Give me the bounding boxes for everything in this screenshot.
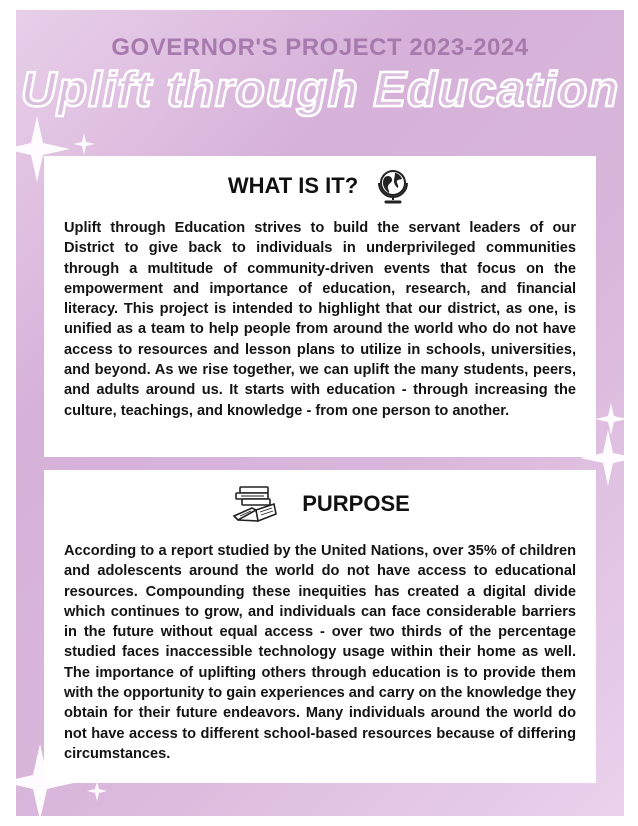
sparkle-icon [86,780,108,802]
section-heading: PURPOSE [302,491,410,516]
books-icon [230,484,280,524]
section-heading: WHAT IS IT? [227,173,359,198]
section-body: According to a report studied by the United Nations, over 35% of children and adolescents around the world do not have access to educational resources. Compounding these inequities has created a digital divide which continues to grow, and individuals can face considerable barriers in the future without equal access - over two thirds of the percentage studied faces inaccessible technology usage within their home as well. The importance of uplifting others through education is to provide them with the opportunity to gain experiences and carry on the knowledge they obtain for their future endeavors. Many individuals around the world do not have access to different school-based resources because of differing circumstances. [64,543,576,762]
section-body: Uplift through Education strives to build the servant leaders of our District to give back to individuals in underprivileged communities through a multitude of community-driven events that focus on the empowerment and importance of education, research, and financial literacy. This project is intended to highlight that our district, as one, is unified as a team to help people from around the world who do not have access to resources and lesson plans to utilize in schools, universities, and beyond. As we rise together, we can uplift the many students, peers, and adults around us. It starts with education - through increasing the culture, teachings, and knowledge - from one person to another. [64,220,576,419]
section-header [44,166,596,206]
what-is-it-card [44,156,596,457]
globe-icon [374,167,412,205]
sparkle-icon [72,132,96,156]
purpose-card [44,470,596,783]
section-header [44,484,596,524]
page-title: Uplift through Education [20,63,620,117]
project-label: GOVERNOR'S PROJECT 2023-2024 [111,34,529,61]
poster [16,10,624,816]
